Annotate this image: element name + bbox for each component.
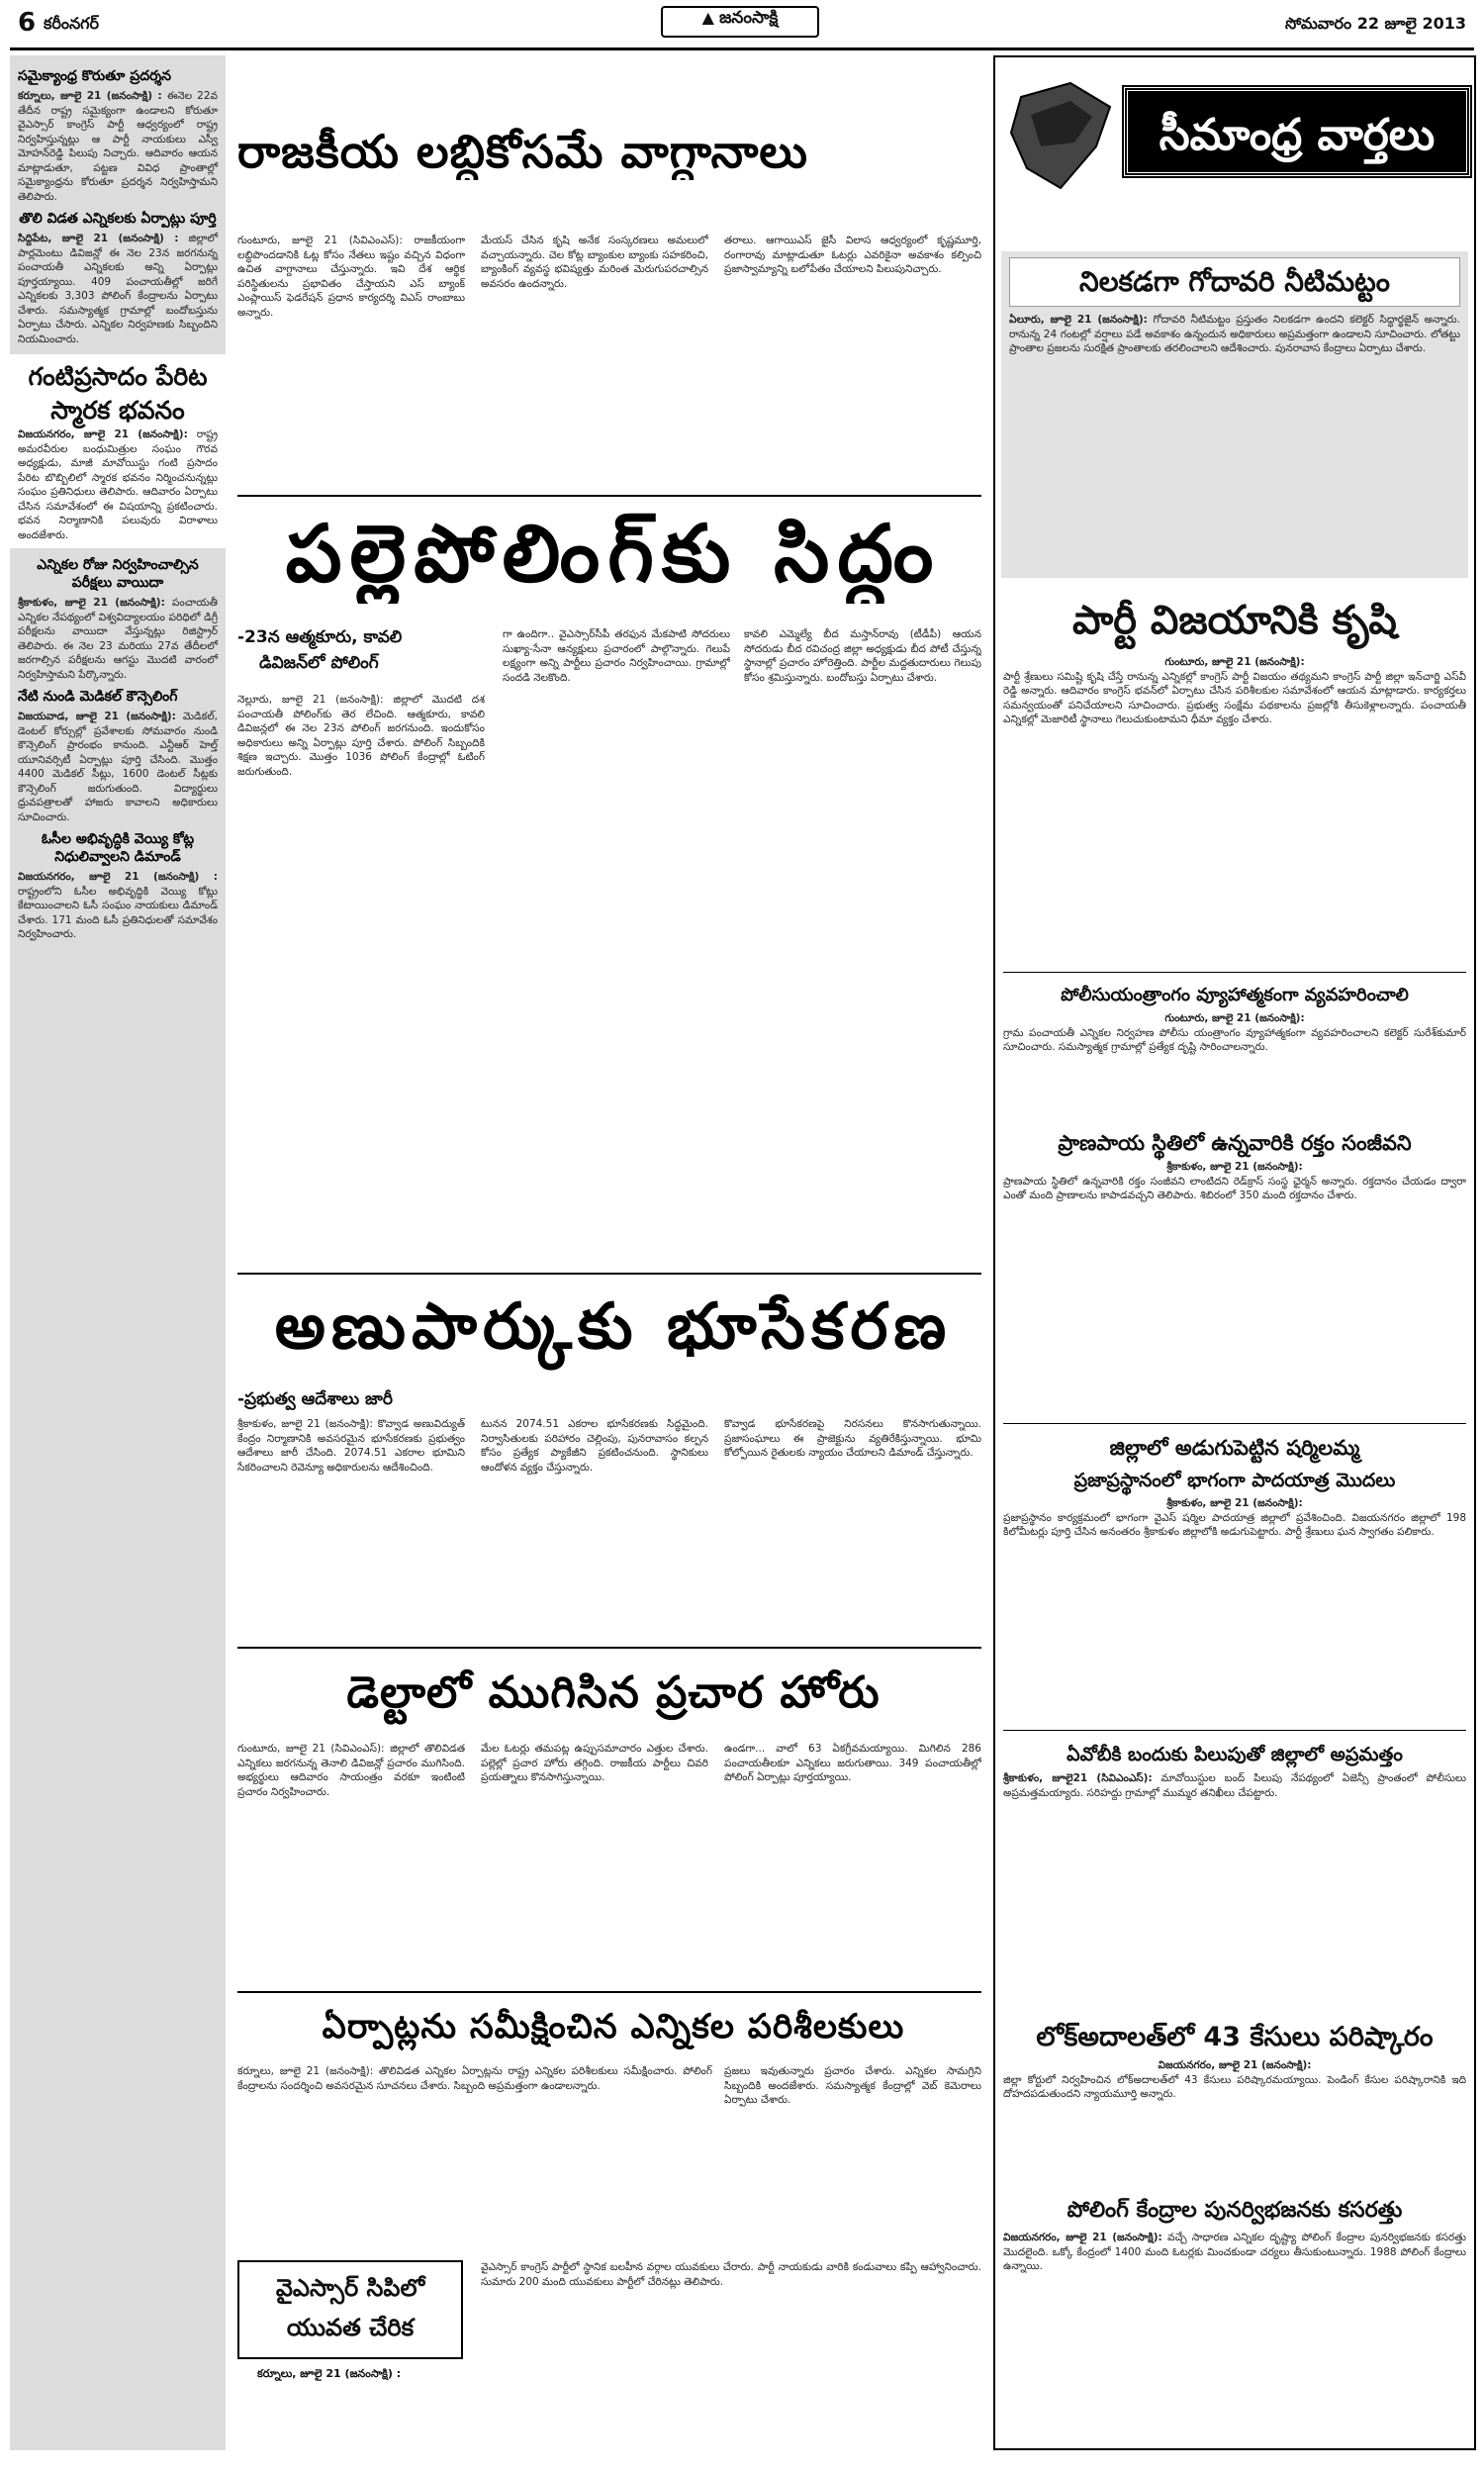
left-item-3-body: పంచాయతీ ఎన్నికల నేపథ్యంలో విశ్వవిద్యాలయం పరిధిలో డిగ్రీ పరీక్షలను వాయిదా వేస్తున్నట్లు రిజిస్ట్రార్ తెలిపారు. ఈ నెల 23 మరియు 27వ తేదీలలో జరగాల్సిన పరీక్షలను ఆగస్టు మొదటి వారంలో నిర్వహిస్తామని పేర్కొన్నారు. (18, 597, 218, 681)
memorial-dateline: విజయనగరం, జూలై 21 (జనంసాక్షి): (18, 428, 188, 440)
right-story-3-dateline: గుంటూరు, జూలై 21 (జనంసాక్షి): (1164, 1012, 1305, 1024)
right-story-7-title: లోక్‌అదాలత్‌లో 43 కేసులు పరిష్కారం (1036, 2022, 1434, 2052)
left-item-5 (18, 830, 218, 942)
headline-4: డెల్టాలో ముగిసిన ప్రచార హోరు (346, 1667, 881, 1718)
right-story-3-title: పోలీసుయంత్రాంగం వ్యూహాత్మకంగా వ్యవహరించాలి (1061, 985, 1409, 1005)
right-story-5-title-b: ప్రజాప్రస్థానంలో భాగంగా పాదయాత్ర మొదలు (1073, 1470, 1396, 1491)
right-story-6-title: ఏవోబీకి బందుకు పిలుపుతో జిల్లాలో అప్రమత్తం (1067, 1744, 1403, 1765)
right-story-6 (1003, 1738, 1466, 2005)
left-item-2-dateline: సిద్దిపేట, జూలై 21 (జనంసాక్షి) : (18, 233, 179, 244)
right-story-6-body: మావోయిస్టుల బంద్ పిలుపు నేపథ్యంలో ఏజెన్సీ ప్రాంతంలో పోలీసులు అప్రమత్తమయ్యారు. సరిహద్దు గ్రామాల్లో ముమ్మర తనిఖీలు చేపట్టారు. (1003, 1772, 1466, 1799)
headline-5: ఏర్పాట్లను సమీక్షించిన ఎన్నికల పరిశీలకులు (322, 2007, 905, 2046)
rule-3 (237, 1647, 981, 1649)
right-rule-2 (1003, 1423, 1466, 1424)
youth-join-title-box (237, 2260, 463, 2359)
banner-title: సీమాంధ్ర వార్తలు (1124, 87, 1470, 176)
left-item-4 (18, 688, 218, 824)
logo-mark: ▲ (701, 8, 714, 27)
left-item-2-title: తొలి విడత ఎన్నికలకు ఏర్పాట్లు పూర్తి (19, 211, 217, 227)
memorial-title: గంటిప్రసాదం పేరిట స్మారక భవనం (28, 362, 208, 425)
left-item-1-title: సమైక్యాంధ్ర కొరుతూ ప్రదర్శన (18, 68, 171, 84)
left-item-5-body: రాష్ట్రంలోని ఓసీల అభివృద్ధికి వెయ్యి కోట్లు కేటాయించాలని ఓసీ సంఘం నాయకులు డిమాండ్ చేశారు. 171 మంది ఓసీ ప్రతినిధులతో సమావేశం నిర్వహించారు. (18, 885, 218, 940)
right-rule-3 (1003, 1730, 1466, 1731)
story2-col-3: కావలి ఎమ్మెల్యే బీద మస్తాన్‌రావు (టీడీపీ) ఆయన సోదరుడు బీద రవిచంద్ర జిల్లా అధ్యక్షుడు బీద పోటీ చేస్తున్న స్థానాల్లో ప్రచారం హోరెత్తింది. పార్టీల మద్దతుదారులు గెలుపు కోసం శ్రమిస్తున్నారు. బందోబస్తు ఏర్పాటు చేశారు. (744, 628, 981, 684)
story4-col-3: ఉండగా... వాలో 63 ఏకగ్రీవమయ్యాయి. మిగిలిన 286 పంచాయతీలకూ ఎన్నికలు జరుగుతాయి. 349 పంచాయతీల్లో పోలింగ్ ఏర్పాట్లు పూర్తయ్యాయి. (724, 1743, 981, 1783)
memorial-story (10, 354, 226, 548)
left-item-4-title: నేటి నుండి మెడికల్ కౌన్సెలింగ్ (18, 689, 178, 705)
right-story-4-body: ప్రాణపాయ స్థితిలో ఉన్నవారికి రక్తం సంజీవని లాంటిదని రెడ్‌క్రాస్ సంస్థ ఛైర్మన్ అన్నారు. రక్తదానం చేయడం ద్వారా ఎంతో మంది ప్రాణాలను కాపాడవచ్చని తెలిపారు. శిబిరంలో 350 మంది రక్తదానం చేశారు. (1003, 1175, 1466, 1201)
story1-col-1: గుంటూరు, జూలై 21 (సివిఎంఎస్): రాజకీయంగా లబ్ధిపొందడానికి ఓట్ల కోసం నేతలు ఇష్టం వచ్చిన విధంగా ఉచిత వాగ్దానాలు చేస్తున్నారు. ఇవి దేశ ఆర్థిక పరిస్థితులను ప్రభావితం చేస్తాయని ఎస్ బ్యాంక్ ఎంప్లాయిస్ ఫెడరేషన్ ప్రధాన కార్యదర్శి విఎస్ రాంబాబు అన్నారు. (237, 235, 465, 319)
right-story-5-title-a: జిల్లాలో అడుగుపెట్టిన షర్మిలమ్మ (1109, 1436, 1360, 1460)
story5-col-2: ప్రజలు ఇవుతున్నారు ప్రచారం చేశారు. ఎన్నికల సామగ్రిని సిబ్బందికి అందజేశారు. సమస్యాత్మక కేంద్రాల్లో వెబ్ కెమెరాలు ఏర్పాటు చేశారు. (724, 2065, 981, 2106)
story1-col-2: మేయస్ చేసిన కృషి అనేక సంస్కరణలు అమలులో వచ్చాయన్నారు. చెల కోట్ల బ్యాంకుల బ్యాంకు సహకరించి, బ్యాంకింగ్ వ్యవస్థ భవిష్యత్తు మరింత మెరుగుపరచాల్సిన అవసరం ఉందన్నారు. (481, 235, 708, 290)
right-story-3 (1003, 980, 1466, 1118)
rule-4 (237, 1991, 981, 1993)
story4-col-2: మేల ఓటర్లు తమపట్ల ఉప్పుసమాచారం ఎత్తుల చేశారు. పల్లెల్లో ప్రచార హోరు తగ్గింది. రాజకీయ పార్టీలు చివరి ప్రయత్నాలు కొనసాగిస్తున్నాయి. (481, 1743, 708, 1783)
right-lead (1001, 251, 1468, 578)
page-number: 6 (18, 8, 37, 38)
right-story-8-dateline: విజయనగరం, జూలై 21 (జనంసాక్షి): (1003, 2232, 1162, 2243)
youth-join-title: వైఎస్సార్ సిపిలో యువత చేరిక (275, 2274, 425, 2341)
left-item-2-body: జిల్లాలో పార్లమెంటు డివిజన్లో ఈ నెల 23న జరగనున్న పంచాయతీ ఎన్నికలకు అన్ని ఏర్పాట్లు పూర్తయ్యాయి. 409 పంచాయతీల్లో జరిగే ఎన్నికలకు 3,303 పోలింగ్ కేంద్రాలను ఏర్పాటు చేశారు. సమస్యాత్మక గ్రామాల్లో బందోబస్తును ఏర్పాటు చేసారు. ఎన్నికల నిర్వహణకు సిబ్బందిని నియమించారు. (18, 233, 219, 345)
seemandhra-banner (995, 57, 1474, 245)
paper-name: జనంసాక్షి (719, 8, 779, 28)
story2-kicker-a: -23న ఆత్మకూరు, కావలి (237, 627, 403, 647)
memorial-body: రాష్ట్ర అమరవీరుల బంధుమిత్రుల సంఘం గౌరవ అధ్యక్షుడు, మాజీ మావోయిస్టు గంటి ప్రసాదం పేరిట బొబ్బిలిలో స్మారక భవనం నిర్మించనున్నట్లు సంఘం ప్రతినిధులు తెలిపారు. ఆదివారం ఏర్పాటు చేసిన సమావేశంలో ఈ విషయాన్ని ప్రకటించారు. భవన నిర్మాణానికి పలువురు విరాళాలు అందజేశారు. (18, 428, 219, 541)
right-story-4-dateline: శ్రీకాకుళం, జూలై 21 (జనంసాక్షి): (1166, 1161, 1303, 1173)
left-item-3-dateline: శ్రీకాకుళం, జూలై 21 (జనంసాక్షి): (18, 597, 165, 609)
right-lead-dateline: ఏలూరు, జూలై 21 (జనంసాక్షి): (1009, 314, 1148, 326)
headline-1: రాజకీయ లబ్ధికోసమే వాగ్దానాలు (237, 125, 808, 178)
story2-col-1: నెల్లూరు, జూలై 21 (జనంసాక్షి): జిల్లాలో మొదటి దశ పంచాయతీ పోలింగ్‌కు తెర లేచింది. ఆత్మకూరు, కావలి డివిజన్లలో ఈ నెల 23న పోలింగ్ జరగనుంది. ఇందుకోసం అధికారులు అన్ని ఏర్పాట్లు పూర్తి చేశారు. పోలింగ్ సిబ్బందికి శిక్షణ ఇచ్చారు. మొత్తం 1036 పోలింగ్ కేంద్రాల్లో ఓటింగ్ జరుగుతుంది. (237, 694, 485, 778)
edition-name: కరీంనగర్ (44, 14, 100, 33)
left-item-4-body: మెడికల్, డెంటల్ కోర్సుల్లో ప్రవేశాలకు సోమవారం నుండి కౌన్సెలింగ్ ప్రారంభం కానుంది. ఎన్టీఆర్ హెల్త్ యూనివర్సిటీ ఏర్పాట్లు పూర్తి చేసింది. మొత్తం 4400 మెడికల్ సీట్లు, 1600 డెంటల్ సీట్లకు కౌన్సెలింగ్ జరుగుతుంది. విద్యార్థులు ధ్రువపత్రాలతో హాజరు కావాలని అధికారులు సూచించారు. (18, 711, 219, 823)
left-item-1-dateline: కర్నూలు, జూలై 21 (జనంసాక్షి) : (18, 90, 162, 102)
right-lead-title: నిలకడగా గోదావరి నీటిమట్టం (1009, 257, 1460, 307)
right-story-4-title: ప్రాణపాయ స్థితిలో ఉన్నవారికి రక్తం సంజీవని (1058, 1131, 1412, 1155)
issue-date: సోమవారం 22 జూలై 2013 (1285, 14, 1466, 33)
rule-1 (237, 495, 981, 497)
story1-col-3: తరాలు. ఆగాయిఎస్ జైసీ విలాస ఆధ్వర్యంలో కృష్ణమూర్తి, రంగారావు మాట్లాడుతూ ఓటర్లు ఎవరికైనా అవకాశం కల్పించి ప్రజాస్వామ్యాన్ని బలోపేతం చేయాలని పిలుపునిచ్చారు. (724, 235, 981, 275)
rule-2 (237, 1273, 981, 1275)
right-story-4 (1003, 1126, 1466, 1423)
right-story-8 (1003, 2191, 1466, 2446)
left-item-2 (18, 210, 218, 346)
story5-col-1: కర్నూలు, జూలై 21 (జనంసాక్షి): తొలివిడత ఎన్నికల ఏర్పాట్లను రాష్ట్ర ఎన్నికల పరిశీలకులు సమీక్షించారు. పోలింగ్ కేంద్రాలను సందర్శించి అవసరమైన సూచనలు చేశారు. సిబ్బంది అప్రమత్తంగా ఉండాలన్నారు. (237, 2065, 712, 2092)
right-story-3-body: గ్రామ పంచాయతీ ఎన్నికల నిర్వహణ పోలీసు యంత్రాంగం వ్యూహాత్మకంగా వ్యవహరించాలని కలెక్టర్ సురేశ్‌కుమార్ సూచించారు. సమస్యాత్మక గ్రామాల్లో ప్రత్యేక దృష్టి సారించాలన్నారు. (1003, 1026, 1466, 1053)
right-story-6-dateline: శ్రీకాకుళం, జూలై21 (సివిఎంఎస్): (1003, 1772, 1153, 1784)
right-column (993, 55, 1476, 2450)
story3-col-3: కొవ్వాడ భూసేకరణపై నిరసనలు కొనసాగుతున్నాయి. ప్రజాసంఘాలు ఈ ప్రాజెక్టును వ్యతిరేకిస్తున్నాయి. భూమి కోల్పోయిన రైతులకు న్యాయం చేయాలని డిమాండ్ చేస్తున్నారు. (724, 1418, 981, 1459)
right-story-5 (1003, 1431, 1466, 1728)
headline-3: అణుపార్కుకు భూసేకరణ (274, 1290, 953, 1364)
right-story-8-body: వచ్చే సాధారణ ఎన్నికల దృష్ట్యా పోలింగ్ కేంద్రాల పునర్విభజనకు కసరత్తు మొదలైంది. ఒక్కో కేంద్రంలో 1400 మంది ఓటర్లకు మించకుండా చర్యలు తీసుకుంటున్నారు. 1988 పోలింగ్ కేంద్రాలు ఉన్నాయి. (1003, 2232, 1466, 2272)
story2-col-2: గా ఉందిగా.. వైఎస్సార్‌సీపీ తరఫున మేకపాటి సోదరులు సుఖ్యా-సేనా ఆన్యక్షులు ప్రచారంలో పాల్గొన్నారు. గెలుపే లక్ష్యంగా అన్ని పార్టీలు ప్రచారం నిర్వహించాయి. గ్రామాల్లో సందడి నెలకొంది. (503, 628, 730, 684)
right-story-5-body: ప్రజాప్రస్థానం కార్యక్రమంలో భాగంగా వైఎస్ షర్మిల పాదయాత్ర జిల్లాలో ప్రవేశించింది. విజయనగరం జిల్లాలో 198 కిలోమీటర్లు పూర్తి చేసిన అనంతరం శ్రీకాకుళం జిల్లాలోకి అడుగుపెట్టారు. పార్టీ శ్రేణులు ఘన స్వాగతం పలికారు. (1003, 1511, 1466, 1538)
left-column (10, 55, 226, 2450)
masthead-rule (10, 48, 1474, 50)
left-item-4-dateline: విజయవాడ, జూలై 21 (జనంసాక్షి): (18, 711, 176, 722)
story3-col-1: శ్రీకాకుళం, జూలై 21 (జనంసాక్షి): కొవ్వాడ అణువిద్యుత్ కేంద్రం నిర్మాణానికి అవసరమైన భూసేకరణకు ప్రభుత్వం ఆదేశాలు జారీ చేసింది. 2074.51 ఎకరాల భూమిని సేకరించాలని రెవెన్యూ అధికారులను ఆదేశించింది. (237, 1418, 465, 1474)
right-story-8-title: పోలింగ్ కేంద్రాల పునర్విభజనకు కసరత్తు (1067, 2198, 1403, 2223)
left-item-1 (18, 67, 218, 204)
right-story-7 (1003, 2017, 1466, 2185)
paper-logo (661, 6, 819, 38)
story2-kicker-b: డివిజన్‌లో పోలింగ్ (259, 653, 379, 673)
youth-join-box (237, 2260, 981, 2448)
left-item-3-title: ఎన్నికల రోజు నిర్వహించాల్సిన పరీక్షలు వాయిదా (37, 557, 199, 591)
story3-kicker: -ప్రభుత్వ ఆదేశాలు జారీ (237, 1389, 393, 1409)
right-lead-body: గోదావరి నీటిమట్టం ప్రస్తుతం నిలకడగా ఉందని కలెక్టర్ సిద్ధార్థజైన్ అన్నారు. రానున్న 24 గంటల్లో వర్షాలు పడే అవకాశం ఉన్నందున అధికారులు అప్రమత్తంగా ఉండాలని సూచించారు. లోతట్టు ప్రాంతాల ప్రజలను సురక్షిత ప్రాంతాలకు తరలించాలని ఆదేశించారు. పునరావాస కేంద్రాలు ఏర్పాటు చేశారు. (1009, 314, 1460, 354)
left-item-5-title: ఓసీల అభివృద్ధికి వెయ్యి కోట్ల నిధులివ్వాలని డిమాండ్ (41, 831, 195, 865)
right-story-2 (1003, 586, 1466, 972)
right-rule-1 (1003, 972, 1466, 973)
right-story-7-dateline: విజయనగరం, జూలై 21 (జనంసాక్షి): (1158, 2059, 1312, 2071)
right-story-2-dateline: గుంటూరు, జూలై 21 (జనంసాక్షి): (1164, 656, 1305, 668)
right-lead-text (1009, 313, 1460, 356)
left-item-1-body: ఈనెల 22వ తేదీన రాష్ట్ర సమైక్యంగా ఉండాలని కోరుతూ వైఎస్సార్ కాంగ్రెస్ పార్టీ ఆధ్వర్యంలో రాష్ట్ర నిర్వహిస్తున్నట్లు ఆ పార్టీ నాయకులు ఎస్వీ మోహన్‌రెడ్డి పిలుపు నిచ్చారు. ఆదివారం ఆయన మాట్లాడుతూ, పట్టణ వివిధ ప్రాంతాల్లో సమైక్యాంధ్రను కోరుతూ ప్రదర్శన నిర్వహిస్తామని తెలిపారు. (18, 90, 219, 203)
left-item-5-dateline: విజయనగరం, జూలై 21 (జనంసాక్షి) : (18, 871, 218, 883)
right-story-2-body: పార్టీ శ్రేణులు సమిష్టి కృషి చేస్తే రానున్న ఎన్నికల్లో కాంగ్రెస్ పార్టీ విజయం తథ్యమని కాంగ్రెస్ పార్టీ జిల్లా ఇన్‌చార్జి ఎస్‌వీ రెడ్డి అన్నారు. ఆదివారం కాంగ్రెస్ భవన్‌లో ఏర్పాటు చేసిన పరిశీలకుల సమావేశంలో ఆయన మాట్లాడారు. కార్యకర్తలు సమన్వయంతో పనిచేయాలని సూచించారు. ప్రభుత్వ సంక్షేమ పథకాలను ప్రజల్లోకి తీసుకెళ్లాలన్నారు. పంచాయతీ ఎన్నికల్లో మెజారిటీ స్థానాలు గెలుచుకుంటామని ధీమా వ్యక్తం చేశారు. (1003, 670, 1466, 725)
right-story-5-dateline: శ్రీకాకుళం, జూలై 21 (జనంసాక్షి): (1166, 1497, 1303, 1509)
story4-col-1: గుంటూరు, జూలై 21 (సివిఎంఎస్): జిల్లాలో తొలివిడత ఎన్నికలు జరగనున్న తెనాలి డివిజన్లో ప్రచారం ముగిసింది. అభ్యర్థులు ఆదివారం సాయంత్రం వరకూ ఇంటింటి ప్రచారం నిర్వహించారు. (237, 1743, 465, 1798)
right-story-2-title: పార్టీ విజయానికి కృషి (1072, 598, 1397, 643)
story3-col-2: టునన 2074.51 ఎకరాల భూసేకరణకు సిద్ధమైంది. నిర్వాసితులకు పరిహారం చెల్లింపు, పునరావాసం కల్పన కోసం ప్రత్యేక ప్యాకేజీని ప్రకటించనుంది. స్థానికులు ఆందోళన వ్యక్తం చేస్తున్నారు. (481, 1418, 708, 1474)
left-item-3 (18, 556, 218, 682)
youth-join-dateline: కర్నూలు, జూలై 21 (జనంసాక్షి) : (257, 2367, 402, 2380)
masthead (0, 0, 1484, 49)
andhra-map-icon (1001, 77, 1120, 196)
youth-join-body: వైఎస్సార్ కాంగ్రెస్ పార్టీలో స్థానిక బలహీన వర్గాల యువకులు చేరారు. పార్టీ నాయకుడు వారికి కండువాలు కప్పి ఆహ్వానించారు. సుమారు 200 మంది యువకులు పార్టీలో చేరినట్లు తెలిపారు. (481, 2261, 981, 2288)
right-story-7-body: జిల్లా కోర్టులో నిర్వహించిన లోక్‌అదాలత్‌లో 43 కేసులు పరిష్కారమయ్యాయి. పెండింగ్ కేసుల పరిష్కారానికి ఇది దోహదపడుతుందని న్యాయమూర్తి అన్నారు. (1003, 2073, 1466, 2100)
headline-2: పల్లెపోలింగ్‌కు సిద్ధం (285, 508, 942, 600)
